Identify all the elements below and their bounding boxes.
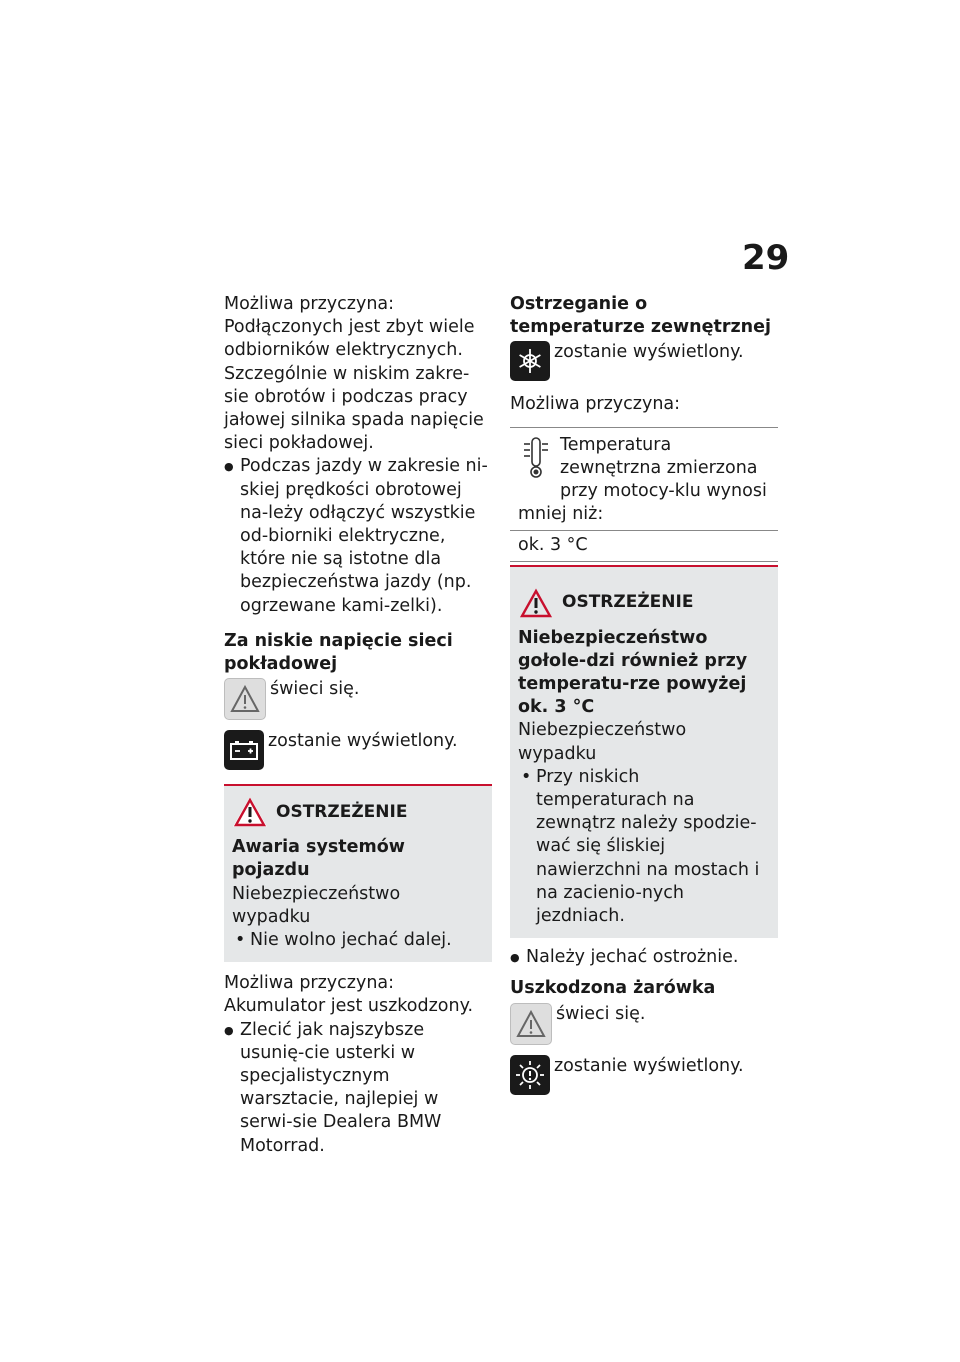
indicator-text: zostanie wyświetlony. <box>554 342 744 363</box>
warning-bullet: • Przy niskich temperaturach na zewnątrz należy spodzie-wać się śliskiej nawierzchni na mostach i na zacienio-nych jezdniach. <box>518 766 770 928</box>
indicator-row <box>510 1055 778 1095</box>
warning-triangle-icon <box>518 587 554 619</box>
thermometer-icon <box>518 434 554 482</box>
section-heading: Za niskie napięcie sieci pokładowej <box>224 630 453 675</box>
right-column <box>510 293 778 1095</box>
indicator-row <box>224 678 492 720</box>
warning-subtitle: Awaria systemów pojazdu <box>232 837 405 881</box>
table-row <box>510 428 778 532</box>
cause-text: Podłączonych jest zbyt wiele odbiorników elektrycznych. Szczególnie w niskim zakre-sie obrotów i podczas pracy jałowej silnika spada napięcie sieci pokładowej. <box>224 317 484 454</box>
left-column <box>224 293 492 1158</box>
general-warning-icon <box>224 678 266 720</box>
cause-text: Akumulator jest uszkodzony. <box>224 996 474 1017</box>
warning-bullet: • Nie wolno jechać dalej. <box>232 929 484 952</box>
warning-triangle-icon <box>232 796 268 828</box>
table-cell: Temperatura zewnętrzna zmierzona przy motocy-klu wynosi mniej niż: <box>518 434 767 525</box>
indicator-text: świeci się. <box>556 1003 646 1024</box>
ice-warning-icon <box>510 341 550 381</box>
warning-header <box>518 587 770 619</box>
section-heading: Ostrzeganie o temperaturze zewnętrznej <box>510 294 771 338</box>
warning-box <box>224 784 492 962</box>
warning-text: Niebezpieczeństwo wypadku <box>232 883 401 927</box>
table-cell: ok. 3 °C <box>518 535 588 556</box>
indicator-text: świeci się. <box>270 679 360 700</box>
warning-title: OSTRZEŻENIE <box>276 801 408 822</box>
condition-table <box>510 427 778 562</box>
warning-title: OSTRZEŻENIE <box>562 592 694 613</box>
warning-text: Niebezpieczeństwo wypadku <box>518 720 687 764</box>
indicator-row <box>224 730 492 770</box>
bulb-defect-icon <box>510 1055 550 1095</box>
possible-cause-label: Możliwa przyczyna: <box>224 294 395 314</box>
possible-cause-label: Możliwa przyczyna: <box>510 394 681 415</box>
general-warning-icon <box>510 1003 552 1045</box>
warning-header <box>232 796 484 828</box>
bullet-item: ● Podczas jazdy w zakresie ni-skiej prędkości obrotowej na-leży odłączyć wszystkie od-biorniki elektryczne, które nie są istotne dla bezpieczeństwa jazdy (np. ogrzewane kami-zelki). <box>224 455 492 617</box>
warning-box <box>510 565 778 939</box>
indicator-text: zostanie wyświetlony. <box>554 1055 744 1076</box>
bullet-item: ● Zlecić jak najszybsze usunię-cie usterki w specjalistycznym warsztacie, najlepiej w serwi-sie Dealera BMW Motorrad. <box>224 1019 492 1158</box>
warning-subtitle: Niebezpieczeństwo gołole-dzi również przy temperatu-rze powyżej ok. 3 °C <box>518 627 748 718</box>
indicator-row <box>510 1003 778 1045</box>
indicator-row <box>510 341 778 381</box>
table-row <box>510 531 778 560</box>
indicator-text: zostanie wyświetlony. <box>268 731 458 752</box>
battery-icon <box>224 730 264 770</box>
bullet-item: ● Należy jechać ostrożnie. <box>510 946 778 969</box>
section-heading: Uszkodzona żarówka <box>510 978 716 999</box>
possible-cause-label: Możliwa przyczyna: <box>224 973 395 994</box>
page-number: 29 <box>742 238 790 278</box>
